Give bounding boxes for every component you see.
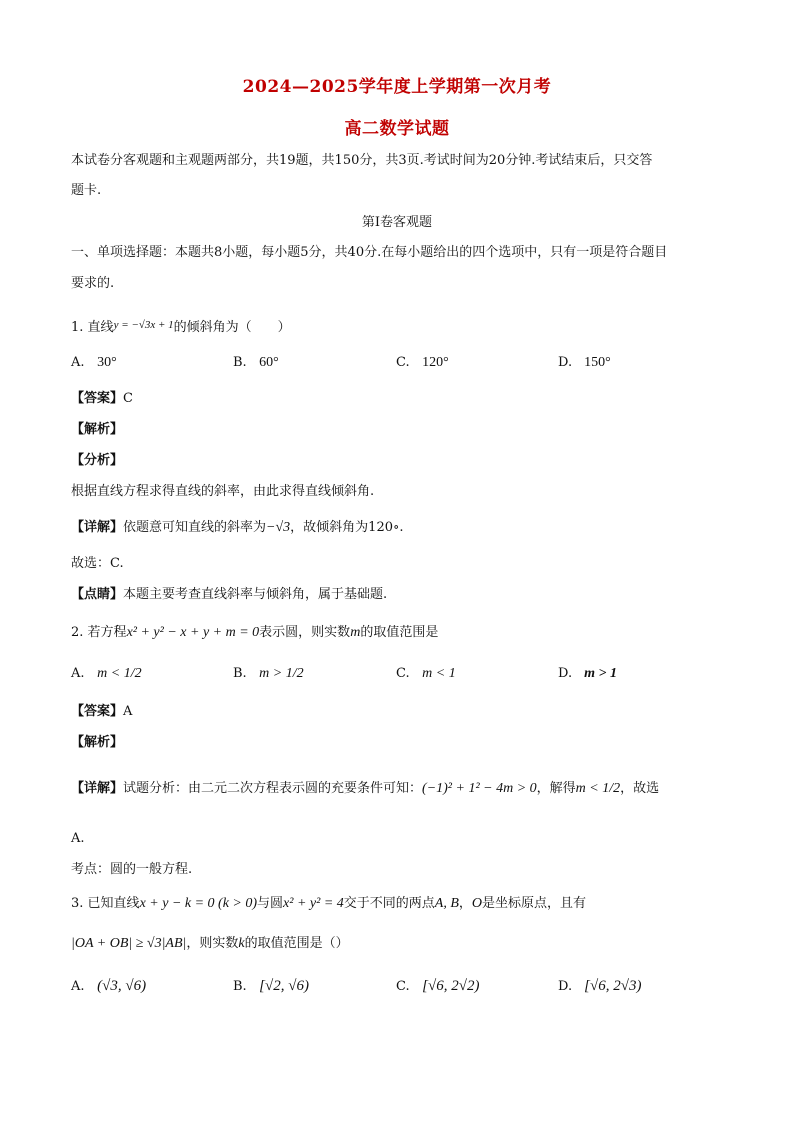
math-formula: m < 1/2 [575, 781, 621, 796]
option-letter: C. [396, 355, 410, 370]
option-letter: B. [233, 979, 247, 994]
answer-value: A [123, 704, 133, 719]
question-text: 已知直线 [87, 896, 140, 911]
option-c[interactable] [396, 666, 456, 682]
math-formula: (−1)² + 1² − 4m > 0 [422, 781, 537, 796]
detail-1 [71, 519, 404, 537]
option-letter: D. [558, 666, 573, 681]
question-text: 是坐标原点，且有 [482, 896, 587, 911]
question-text: 交于不同的两点 [343, 896, 435, 911]
option-value: m < 1 [422, 666, 456, 681]
math-var: k [238, 936, 245, 951]
detail-2-cont: A. [71, 831, 85, 846]
detail-label: 【详解】 [71, 781, 124, 796]
option-letter: D. [558, 355, 573, 370]
analysis-label: 【解析】 [71, 735, 124, 750]
answer-value: C [123, 391, 133, 406]
math-formula: |OA + OB| ≥ √3|AB| [71, 936, 187, 951]
math-formula: −√3 [266, 520, 291, 535]
detail-text: ，故倾斜角为120∘. [290, 520, 404, 535]
option-a[interactable] [71, 978, 146, 995]
option-letter: C. [396, 666, 410, 681]
option-value: [√2, √6) [259, 978, 309, 994]
math-formula: x + y − k = 0 (k > 0) [139, 896, 258, 911]
question-text: ，则实数 [186, 936, 239, 951]
option-d[interactable] [558, 666, 617, 682]
fenxi-text: 根据直线方程求得直线的斜率，由此求得直线倾斜角. [71, 484, 375, 499]
answer-2 [71, 703, 132, 721]
question-3-line-2 [71, 935, 349, 953]
exam-title: 2024—2025学年度上学期第一次月考 [242, 77, 552, 97]
intro-text-1: 本试卷分客观题和主观题两部分，共19题，共150分，共3页.考试时间为20分钟.考试结束后，只交答 [71, 153, 653, 168]
option-value: (√3, √6) [97, 978, 147, 994]
detail-2 [71, 780, 659, 798]
question-text: 的倾斜角为（ ） [173, 320, 291, 335]
option-letter: D. [558, 979, 573, 994]
option-value: 120° [422, 355, 449, 370]
note-1 [71, 586, 387, 604]
option-a[interactable] [71, 666, 142, 682]
option-value: [√6, 2√3) [584, 978, 642, 994]
question-text: 的取值范围是 [360, 625, 439, 640]
answer-label: 【答案】 [71, 704, 124, 719]
math-formula: y = −√3x + 1 [113, 319, 174, 331]
option-value: 60° [259, 355, 279, 370]
choose-1: 故选：C. [71, 556, 124, 571]
kaodian-2: 考点：圆的一般方程. [71, 862, 193, 877]
option-b[interactable] [233, 666, 304, 682]
question-number: 3. [71, 896, 84, 911]
math-formula: x² + y² − x + y + m = 0 [126, 625, 260, 640]
option-c[interactable] [396, 355, 449, 371]
option-d[interactable] [558, 355, 611, 371]
math-var: A, B [434, 896, 459, 911]
answer-label: 【答案】 [71, 391, 124, 406]
detail-text: 依题意可知直线的斜率为 [123, 520, 267, 535]
question-text: 直线 [87, 320, 114, 335]
option-value: [√6, 2√2) [422, 978, 480, 994]
answer-1 [71, 390, 133, 408]
question-text: 表示圆，则实数 [259, 625, 351, 640]
math-var: O [471, 896, 483, 911]
math-formula: x² + y² = 4 [283, 896, 344, 911]
detail-label: 【详解】 [71, 520, 124, 535]
question-text: 若方程 [87, 625, 127, 640]
detail-text: ，故选 [620, 781, 660, 796]
detail-text: ，解得 [536, 781, 576, 796]
option-letter: A. [71, 666, 85, 681]
option-value: m > 1 [584, 666, 618, 681]
option-value: m > 1/2 [259, 666, 304, 681]
option-letter: C. [396, 979, 410, 994]
option-letter: B. [233, 666, 247, 681]
note-text: 本题主要考查直线斜率与倾斜角，属于基础题. [123, 587, 388, 602]
option-letter: B. [233, 355, 247, 370]
option-value: m < 1/2 [97, 666, 142, 681]
section-heading-2: 要求的. [71, 276, 115, 291]
option-d[interactable] [558, 978, 641, 995]
option-letter: A. [71, 355, 85, 370]
question-text: 的取值范围是（） [244, 936, 349, 951]
option-value: 30° [97, 355, 117, 370]
option-c[interactable] [396, 978, 479, 995]
analysis-label: 【解析】 [71, 422, 124, 437]
option-b[interactable] [233, 978, 309, 995]
question-1 [71, 316, 291, 337]
question-text: ， [458, 896, 472, 911]
question-number: 2. [71, 625, 84, 640]
part-title: 第Ⅰ卷客观题 [361, 215, 433, 230]
fenxi-label: 【分析】 [71, 453, 124, 468]
note-label: 【点睛】 [71, 587, 124, 602]
option-value: 150° [584, 355, 611, 370]
math-var: m [350, 625, 361, 640]
question-number: 1. [71, 320, 84, 335]
question-text: 与圆 [257, 896, 284, 911]
option-b[interactable] [233, 355, 279, 371]
intro-text-2: 题卡. [71, 183, 102, 198]
question-2 [71, 624, 438, 642]
section-heading-1: 一、单项选择题：本题共8小题，每小题5分，共40分.在每小题给出的四个选项中，只有一项是符合题目 [71, 245, 668, 260]
detail-text: 试题分析：由二元二次方程表示圆的充要条件可知： [123, 781, 423, 796]
question-3 [71, 895, 586, 913]
exam-subtitle: 高二数学试题 [344, 119, 450, 139]
option-a[interactable] [71, 355, 117, 371]
option-letter: A. [71, 979, 85, 994]
